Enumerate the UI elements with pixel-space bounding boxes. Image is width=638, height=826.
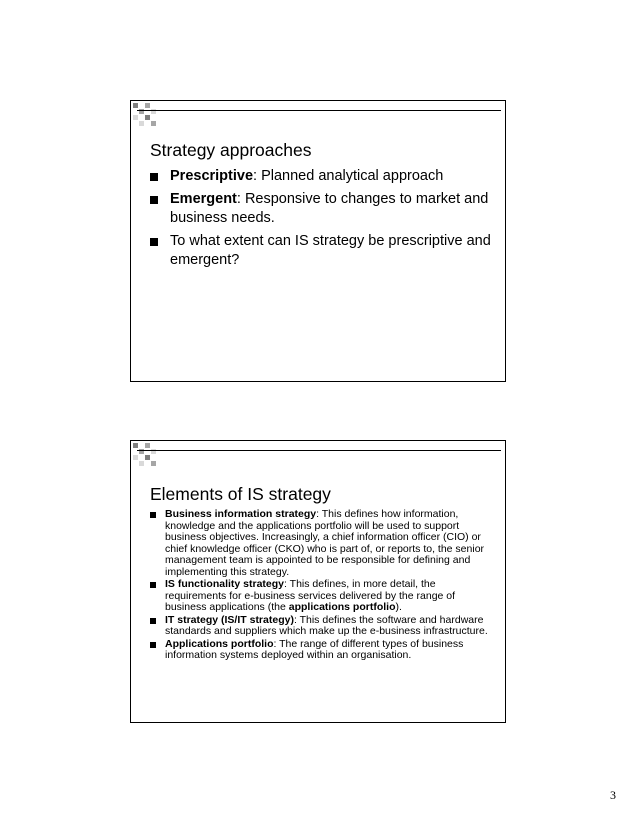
bullet-text: : This defines the software and hardware standards and suppliers which make up the e-business infrastructure.: [165, 613, 488, 637]
bullet-item: [150, 232, 495, 271]
bullet-term: Emergent: [170, 190, 237, 207]
bullet-text-tail: ).: [395, 601, 402, 613]
square-bullet-icon: [150, 173, 158, 181]
bullet-list: [150, 167, 495, 274]
bullet-term-inline: applications portfolio: [288, 601, 396, 613]
slide-top-rule: [137, 450, 501, 451]
bullet-text: : This defines, in more detail, the requirements for e-business services delivered by the range of business applications (the: [165, 578, 456, 613]
bullet-item: [150, 167, 495, 187]
bullet-term: IS functionality strategy: [165, 578, 285, 590]
bullet-item: [150, 639, 495, 662]
bullet-item: [150, 579, 495, 614]
bullet-text: : Planned analytical approach: [253, 168, 444, 184]
square-bullet-icon: [150, 642, 156, 648]
page-number: 3: [610, 788, 616, 802]
slide-logo-squares-icon: [133, 443, 163, 473]
square-bullet-icon: [150, 238, 158, 246]
slide-top-rule: [137, 110, 501, 111]
bullet-term: Applications portfolio: [165, 637, 274, 650]
bullet-text: : The range of different types of business information systems deployed within an organisation.: [165, 637, 464, 661]
slide-strategy-approaches: [130, 100, 506, 382]
slide-logo-squares-icon: [133, 103, 163, 133]
bullet-item: [150, 615, 495, 638]
square-bullet-icon: [150, 618, 156, 624]
slide-elements-of-is-strategy: [130, 440, 506, 723]
bullet-text: : Responsive to changes to market and business needs.: [170, 190, 489, 226]
bullet-term: Business information strategy: [165, 508, 317, 520]
bullet-list: [150, 509, 495, 663]
square-bullet-icon: [150, 512, 156, 518]
bullet-term: IT strategy (IS/IT strategy): [165, 613, 294, 626]
bullet-item: [150, 190, 495, 229]
bullet-text: To what extent can IS strategy be prescriptive and emergent?: [170, 232, 491, 268]
slide-title: Strategy approaches: [150, 140, 312, 160]
square-bullet-icon: [150, 196, 158, 204]
square-bullet-icon: [150, 582, 156, 588]
bullet-item: [150, 509, 495, 578]
bullet-term: Prescriptive: [170, 168, 254, 184]
bullet-text: : This defines how information, knowledge and the applications portfolio will be used to support business objectives. Increasingly, a chief information officer (CIO) or chief knowledge officer (CKO) who is part of, or reports to, the senior management team is appointed to be responsible for defining and implementing this strategy.: [165, 508, 485, 578]
slide-title: Elements of IS strategy: [150, 484, 331, 504]
